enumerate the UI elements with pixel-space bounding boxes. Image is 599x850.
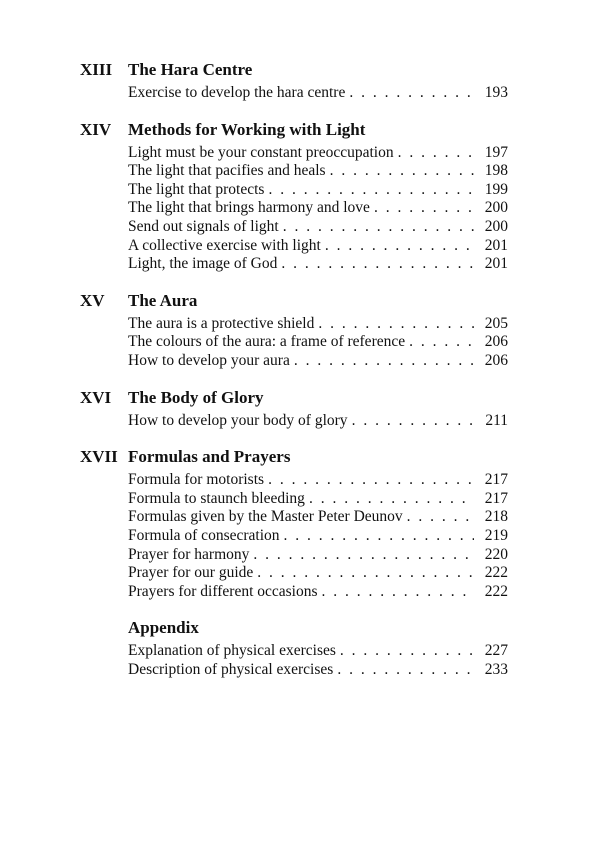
page-number: 218 — [484, 508, 508, 526]
chapter-title: Methods for Working with Light — [128, 119, 366, 139]
chapter-heading[interactable] — [80, 291, 508, 315]
chapter-heading[interactable] — [80, 120, 508, 144]
page-number: 198 — [484, 162, 508, 180]
chapter-numeral: XV — [80, 290, 105, 310]
page-number: 220 — [484, 545, 508, 563]
entry-title: Formula to staunch bleeding — [128, 489, 305, 507]
appendix-title: Appendix — [128, 618, 199, 638]
dot-leader — [409, 333, 474, 351]
toc-entry[interactable] — [128, 546, 508, 565]
entry-title: A collective exercise with light — [128, 236, 321, 254]
page-number: 201 — [484, 236, 508, 254]
toc-entry[interactable] — [128, 527, 508, 546]
toc-entry[interactable] — [128, 237, 508, 256]
toc-entry[interactable] — [128, 199, 508, 218]
chapter-title: The Aura — [128, 290, 198, 310]
page-number: 201 — [484, 255, 508, 273]
toc-entry[interactable] — [128, 333, 508, 352]
chapter-section — [80, 60, 508, 103]
dot-leader — [340, 642, 474, 660]
dot-leader — [281, 255, 474, 273]
entry-title: The light that pacifies and heals — [128, 162, 326, 180]
toc-entry[interactable] — [128, 255, 508, 274]
page-number: 205 — [484, 314, 508, 332]
dot-leader — [322, 583, 474, 601]
dot-leader — [257, 564, 474, 582]
appendix-heading[interactable] — [80, 618, 508, 642]
dot-leader — [398, 144, 474, 162]
entry-title: Explanation of physical exercises — [128, 642, 336, 660]
page-number: 227 — [484, 642, 508, 660]
toc-entry[interactable] — [128, 181, 508, 200]
chapter-heading[interactable] — [80, 388, 508, 412]
entry-title: Send out signals of light — [128, 217, 279, 235]
entry-title: Formulas given by the Master Peter Deunov — [128, 508, 403, 526]
toc-entry[interactable] — [128, 471, 508, 490]
dot-leader — [352, 412, 474, 430]
chapter-section — [80, 388, 508, 431]
chapter-heading[interactable] — [80, 447, 508, 471]
toc-entry[interactable] — [128, 162, 508, 181]
toc-entry[interactable] — [128, 218, 508, 237]
toc-entry[interactable] — [128, 490, 508, 509]
dot-leader — [284, 527, 474, 545]
toc-entry[interactable] — [128, 144, 508, 163]
chapter-section — [80, 447, 508, 601]
entry-title: Light, the image of God — [128, 255, 278, 273]
page-number: 200 — [484, 199, 508, 217]
entry-title: The light that brings harmony and love — [128, 199, 370, 217]
page-number: 211 — [485, 411, 508, 429]
page-number: 193 — [484, 84, 508, 101]
entry-title: How to develop your aura — [128, 351, 290, 369]
toc-entry[interactable] — [128, 315, 508, 334]
page-number: 219 — [484, 526, 508, 544]
chapter-section — [80, 291, 508, 371]
dot-leader — [309, 490, 474, 508]
dot-leader — [283, 218, 474, 236]
dot-leader — [374, 199, 474, 217]
appendix-section — [80, 618, 508, 679]
chapter-section — [80, 120, 508, 274]
toc-entry[interactable] — [128, 583, 508, 602]
dot-leader — [268, 181, 474, 199]
page-number: 206 — [484, 333, 508, 351]
entry-title: Description of physical exercises — [128, 660, 334, 678]
toc-entry[interactable] — [128, 564, 508, 583]
toc-entry[interactable] — [128, 661, 508, 680]
dot-leader — [325, 237, 474, 255]
page-number: 233 — [484, 660, 508, 678]
page-number: 217 — [484, 489, 508, 507]
toc-entry[interactable] — [128, 508, 508, 527]
page-number: 222 — [484, 582, 508, 600]
entry-title: Prayer for harmony — [128, 545, 250, 563]
page-number: 217 — [484, 471, 508, 489]
page-number: 200 — [484, 217, 508, 235]
entry-title: Exercise to develop the hara centre — [128, 84, 346, 101]
chapter-title: The Hara Centre — [128, 60, 253, 79]
page-number: 222 — [484, 564, 508, 582]
table-of-contents — [80, 60, 508, 696]
chapter-numeral: XVII — [80, 447, 118, 467]
dot-leader — [318, 315, 474, 333]
entry-title: The colours of the aura: a frame of reference — [128, 333, 406, 351]
entry-title: Light must be your constant preoccupation — [128, 143, 394, 161]
page-number: 206 — [484, 351, 508, 369]
chapter-numeral: XIII — [80, 60, 113, 79]
dot-leader — [253, 546, 474, 564]
chapter-numeral: XIV — [80, 119, 112, 139]
entry-title: The aura is a protective shield — [128, 314, 315, 332]
chapter-numeral: XVI — [80, 387, 112, 407]
page-number: 199 — [484, 180, 508, 198]
entry-title: The light that protects — [128, 180, 265, 198]
chapter-title: Formulas and Prayers — [128, 447, 291, 467]
dot-leader — [294, 352, 474, 370]
chapter-heading[interactable] — [80, 60, 508, 84]
page-number: 197 — [484, 143, 508, 161]
toc-entry[interactable] — [128, 642, 508, 661]
dot-leader — [330, 162, 474, 180]
dot-leader — [407, 508, 474, 526]
entry-title: Formula for motorists — [128, 471, 265, 489]
toc-entry[interactable] — [128, 352, 508, 371]
entry-title: How to develop your body of glory — [128, 411, 348, 429]
dot-leader — [337, 661, 474, 679]
dot-leader — [268, 471, 474, 489]
entry-title: Formula of consecration — [128, 526, 280, 544]
dot-leader — [349, 84, 474, 102]
chapter-title: The Body of Glory — [128, 387, 264, 407]
toc-entry[interactable] — [128, 84, 508, 103]
toc-entry[interactable] — [128, 412, 508, 431]
entry-title: Prayers for different occasions — [128, 582, 318, 600]
entry-title: Prayer for our guide — [128, 564, 254, 582]
